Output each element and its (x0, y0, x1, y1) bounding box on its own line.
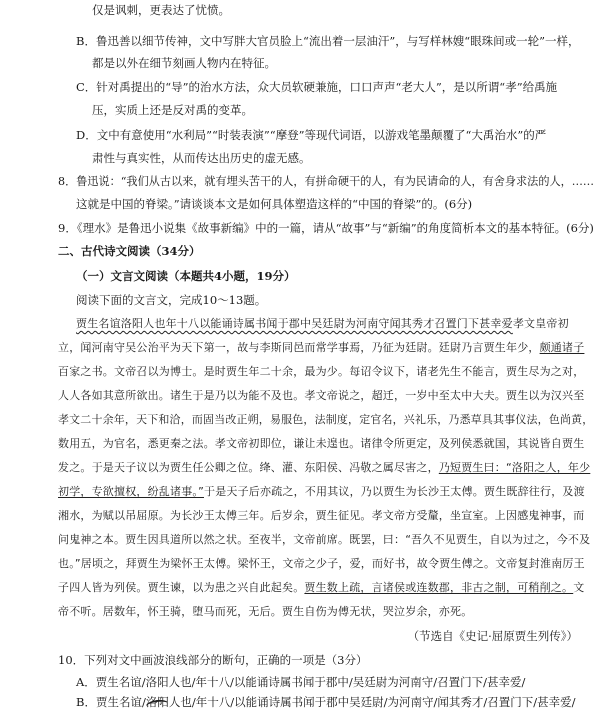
q7-option-a-tail: 仅是讽刺，更表达了忧愤。 (92, 3, 230, 17)
q7-option-d-line2: 肃性与真实性，从而传达出历史的虚无感。 (92, 151, 311, 165)
passage-line-07: 发之。于是天子议以为贾生任公卿之位。绛、灌、东阳侯、冯敬之属尽害之，乃短贾生曰：“洛阳之人，年少 (58, 461, 591, 474)
passage-line-12: 子四人皆为列侯。贾生谏，以为患之兴自此起矣。贾生数上疏，言诸侯或连数郡，非古之制，可稍削之。文 (58, 581, 585, 594)
q10-option-a: A．贾生名谊/洛阳人也/年十八/以能诵诗属书闻于郡中/吴廷尉为河南守/召置门下/甚幸爱/ (76, 675, 526, 689)
passage-line-04: 人人各如其意所欲出。诸生于是乃以为能不及也。孝文帝说之，超迁，一岁中至太中大夫。贾生以为汉兴至 (58, 389, 585, 402)
passage-line-01: 贾生名谊洛阳人也年十八以能诵诗属书闻于郡中吴廷尉为河南守闻其秀才召置门下甚幸爱孝文皇帝初 (76, 317, 569, 330)
underlined-sentence-2: 贾生数上疏，言诸侯或连数郡，非古之制，可稍削之。 (304, 581, 574, 594)
q10-stem: 10．下列对文中画波浪线部分的断句，正确的一项是（3分） (58, 653, 368, 667)
passage-line-05: 孝文二十余年，天下和洽，而固当改正朔，易服色，法制度，定官名，兴礼乐，乃悉草具其事仪法，色尚黄， (58, 413, 594, 426)
q7-option-c-line2: 压，实质上还是反对禹的变革。 (92, 103, 253, 117)
section-title: 二、古代诗文阅读（34分） (58, 244, 201, 258)
q7-option-b-line2: 都是以外在细节刻画人物内在特征。 (92, 56, 276, 70)
underlined-phrase: 颇通诸子 (539, 341, 585, 354)
q7-option-b-line1: B．鲁迅善以细节传神，文中写胖大官员脸上“流出着一层油汗”，与写样林嫂“眼珠间或一轮”一样， (76, 34, 580, 48)
wavy-underlined-sentence: 贾生名谊洛阳人也年十八以能诵诗属书闻于郡中吴廷尉为河南守闻其秀才召置门下甚幸爱 (76, 317, 513, 330)
passage-line-11: 也。”居顷之，拜贾生为梁怀王太傅。梁怀王，文帝之少子，爱，而好书，故令贾生傅之。文帝复封淮南厉王 (58, 557, 585, 570)
passage-line-03: 百家之书。文帝召以为博士。是时贾生年二十余，最为少。每诏令议下，诸老先生不能言，贾生尽为之对， (58, 365, 585, 378)
passage-line-09: 湘水，为赋以吊屈原。为长沙王太傅三年。后岁余，贾生征见。孝文帝方受釐，坐宣室。上因感鬼神事，而 (58, 509, 585, 522)
passage-source: （节选自《史记·屈原贾生列传》） (407, 629, 578, 643)
q9-line1: 9．《理水》是鲁迅小说集《故事新编》中的一篇，请从“故事”与“新编”的角度简析本文的基本特征。(6分) (58, 221, 594, 235)
passage-line-02: 立，闻河南守吴公治平为天下第一，故与李斯同邑而常学事焉，乃征为廷尉。廷尉乃言贾生年少，颇通诸子 (58, 341, 585, 354)
q8-line2: 这就是中国的脊梁。”请谈谈本文是如何具体塑造这样的“中国的脊梁”的。(6分) (76, 197, 473, 211)
q7-option-c-line1: C．针对禹提出的“导”的治水方法，众大员软硬兼施，口口声声“老大人”，是以所谓“孝”给禹施 (76, 80, 558, 94)
underlined-sentence-1: 乃短贾生曰：“洛阳之人，年少 (438, 461, 591, 474)
reading-instruction: 阅读下面的文言文，完成10～13题。 (76, 293, 267, 307)
passage-line-13: 帝不听。居数年，怀王骑，堕马而死，无后。贾生自伤为傅无状，哭泣岁余，亦死。 (58, 605, 473, 618)
subsection-title: （一）文言文阅读（本题共4小题，19分） (76, 269, 296, 283)
q8-line1: 8．鲁迅说：“我们从古以来，就有埋头苦干的人，有拼命硬干的人，有为民请命的人，有舍身求法的人，…… (58, 174, 594, 188)
q7-option-d-line1: D．文中有意使用“水利局”“时装表演”“摩登”等现代词语，以游戏笔墨颠覆了“大禹治水”的严 (76, 128, 547, 142)
underlined-sentence-1-end: 初学，专欲擅权，纷乱诸事。” (58, 485, 204, 498)
passage-line-08: 初学，专欲擅权，纷乱诸事。”于是天子后亦疏之，不用其议，乃以贾生为长沙王太傅。贾生既辞往行，及渡 (58, 485, 585, 498)
passage-line-06: 数用五，为官名，悉更秦之法。孝文帝初即位，谦让未遑也。诸律令所更定，及列侯悉就国，其说皆自贾生 (58, 437, 585, 450)
passage-line-10: 问鬼神之本。贾生因具道所以然之状。至夜半，文帝前席。既罢，曰：“吾久不见贾生，自以为过之，今不及 (58, 533, 591, 546)
q10-option-b: B．贾生名谊/洛阳人也/年十八/以能诵诗属书闻于郡中吴廷尉/为河南守/闻其秀才/召置门下/甚幸爱/ (76, 695, 576, 709)
